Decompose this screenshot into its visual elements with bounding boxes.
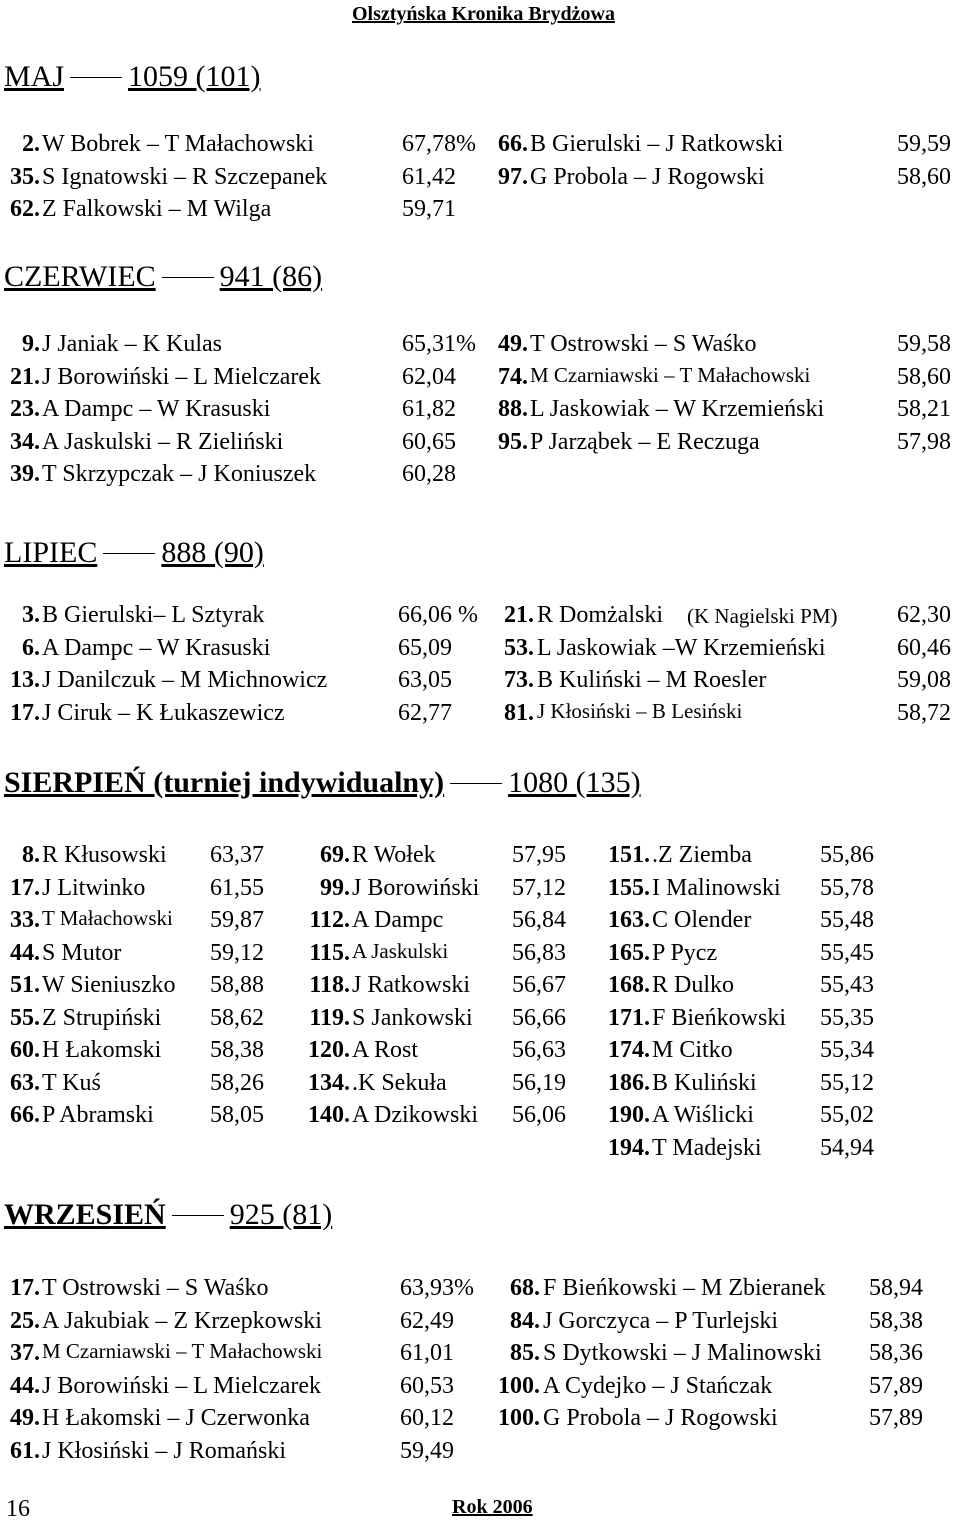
result-score: 61,01 [400,1340,454,1366]
result-score: 56,19 [512,1069,566,1096]
page-number: 16 [6,1496,30,1522]
result-name: A Dzikowski [352,1102,478,1128]
result-rank: 95. [498,428,528,455]
result-name: I Malinowski [652,874,781,901]
result-score: 55,45 [820,939,874,966]
section-title-czerwiec: CZERWIEC 941 (86) [4,260,323,293]
result-rank: 6. [22,634,40,661]
result-name: J Kłosiński – J Romański [42,1437,287,1464]
result-rank: 8. [22,842,40,868]
result-score: 62,49 [400,1307,454,1334]
result-name: T Ostrowski – S Waśko [530,331,757,357]
result-name: R Dulko [652,972,735,998]
result-score: 57,12 [512,874,566,901]
result-name: T Madejski [652,1134,762,1161]
result-rank: 66. [498,131,528,157]
result-name: T Ostrowski – S Waśko [42,1275,269,1301]
result-name: L Jaskowiak – W Krzemieński [530,396,825,422]
result-rank: 17. [10,699,40,726]
result-rank: 69. [320,842,350,868]
result-name: J Janiak – K Kulas [42,331,222,357]
result-rank: 68. [510,1275,540,1301]
result-rank: 85. [510,1340,540,1366]
result-name: J Gorczyca – P Turlejski [543,1307,779,1334]
result-score: 60,12 [400,1405,454,1431]
result-rank: 9. [22,331,40,357]
result-rank: 165. [608,939,650,966]
result-name: T Kuś [42,1069,101,1096]
result-rank: 88. [498,396,528,422]
result-name: R Domżalski [537,602,663,628]
result-score: 63,93% [400,1275,474,1301]
result-rank: 3. [22,602,40,628]
result-name: A Jaskulski [352,938,449,963]
result-rank: 61. [10,1437,40,1464]
result-rank: 63. [10,1069,40,1096]
result-score: 58,26 [210,1069,264,1096]
result-score: 63,37 [210,842,264,868]
result-rank: 39. [10,461,40,487]
result-name: R Wołek [352,842,436,868]
result-score: 55,02 [820,1102,874,1128]
result-name: F Bieńkowski – M Zbieranek [543,1275,826,1301]
result-score: 67,78% [402,131,476,157]
result-score: 63,05 [398,667,452,693]
result-name: P Abramski [42,1102,154,1128]
result-score: 59,08 [897,667,951,693]
result-rank: 33. [10,907,40,933]
result-name: J Borowiński – L Mielczarek [42,363,322,390]
result-name: P Pycz [652,939,718,966]
result-score: 56,06 [512,1102,566,1128]
result-rank: 174. [608,1037,650,1063]
result-name: C Olender [652,907,752,933]
result-name: S Ignatowski – R Szczepanek [42,163,328,190]
result-rank: 97. [498,163,528,190]
result-name: W Bobrek – T Małachowski [42,131,314,157]
result-score: 59,12 [210,939,264,966]
result-score: 60,53 [400,1372,454,1399]
result-rank: 151. [608,842,650,868]
result-score: 55,34 [820,1037,874,1063]
result-score: 58,60 [897,163,951,190]
result-score: 58,72 [897,699,951,726]
result-rank: 37. [10,1340,40,1366]
result-name: H Łakomski [42,1037,162,1063]
result-rank: 112. [309,907,350,933]
result-rank: 35. [10,163,40,190]
result-name: J Borowiński – L Mielczarek [42,1372,322,1399]
result-rank: 17. [10,1275,40,1301]
result-name: J Borowiński [352,874,480,901]
result-score: 61,55 [210,874,264,901]
result-name: .K Sekuła [352,1069,447,1096]
result-score: 62,04 [402,363,456,390]
result-rank: 49. [10,1405,40,1431]
result-score: 57,89 [869,1372,923,1399]
result-rank: 55. [10,1004,40,1031]
result-name: J Kłosiński – B Lesiński [537,698,743,723]
result-score: 58,36 [869,1340,923,1366]
result-score: 56,83 [512,939,566,966]
result-rank: 74. [498,363,528,390]
result-score: 55,35 [820,1004,874,1031]
result-name: M Czarniawski – T Małachowski [530,362,811,387]
result-score: 59,49 [400,1437,454,1464]
result-rank: 140. [308,1102,350,1128]
result-rank: 73. [504,667,534,693]
result-rank: 66. [10,1102,40,1128]
result-score: 60,65 [402,428,456,455]
result-score: 58,94 [869,1275,923,1301]
result-name: B Gierulski – J Ratkowski [530,131,784,157]
result-rank: 84. [510,1307,540,1334]
result-score: 65,31% [402,331,476,357]
result-score: 62,77 [398,699,452,726]
result-name: S Jankowski [352,1004,473,1031]
result-score: 59,87 [210,907,264,933]
result-score: 58,62 [210,1004,264,1031]
result-name: A Cydejko – J Stańczak [543,1372,773,1399]
result-name: P Jarząbek – E Reczuga [530,428,760,455]
result-rank: 99. [320,874,350,901]
result-name: T Skrzypczak – J Koniuszek [42,461,317,487]
result-score: 55,12 [820,1069,874,1096]
result-name: J Danilczuk – M Michnowicz [42,667,328,693]
result-rank: 81. [504,699,534,726]
result-name: B Gierulski– L Sztyrak [42,602,265,628]
result-name: Z Falkowski – M Wilga [42,196,272,222]
result-name: T Małachowski [42,906,173,930]
result-name: J Litwinko [42,874,146,901]
result-score: 59,71 [402,196,456,222]
result-score: 56,63 [512,1037,566,1063]
result-score: 55,86 [820,842,874,868]
result-score: 58,38 [210,1037,264,1063]
result-score: 57,95 [512,842,566,868]
page-header: Olsztyńska Kronika Brydżowa [352,3,615,25]
result-score: 65,09 [398,634,452,661]
section-title-lipiec: LIPIEC 888 (90) [4,536,264,569]
result-score: 59,58 [897,331,951,357]
footer-year: Rok 2006 [452,1496,533,1518]
result-score: 60,46 [897,634,951,661]
result-score: 54,94 [820,1134,874,1161]
result-rank: 25. [10,1307,40,1334]
result-score: 55,78 [820,874,874,901]
result-rank: 118. [309,972,350,998]
result-score: 59,59 [897,131,951,157]
result-name: A Dampc [352,907,444,933]
result-name: B Kuliński [652,1069,757,1096]
result-score: 58,38 [869,1307,923,1334]
result-rank: 155. [608,874,650,901]
section-title-maj: MAJ 1059 (101) [4,60,261,93]
result-name: Z Strupiński [42,1004,162,1031]
result-rank: 186. [608,1069,650,1096]
result-rank: 23. [10,396,40,422]
result-name: J Ciruk – K Łukaszewicz [42,699,285,726]
result-score: 58,88 [210,972,264,998]
result-name: G Probola – J Rogowski [543,1405,778,1431]
result-score: 56,66 [512,1004,566,1031]
section-title-wrzesien: WRZESIEŃ 925 (81) [4,1198,333,1231]
result-rank: 100. [498,1372,540,1399]
result-score: 58,05 [210,1102,264,1128]
result-rank: 119. [309,1004,350,1031]
result-rank: 168. [608,972,650,998]
result-name: S Mutor [42,939,122,966]
result-score: 57,98 [897,428,951,455]
result-name: F Bieńkowski [652,1004,787,1031]
result-name: W Sieniuszko [42,972,176,998]
result-name: A Dampc – W Krasuski [42,396,271,422]
result-name: B Kuliński – M Roesler [537,667,767,693]
result-name: .Z Ziemba [652,842,752,868]
result-score: 66,06 % [398,602,478,628]
result-score: 57,89 [869,1405,923,1431]
result-rank: 21. [504,602,534,628]
result-name: R Kłusowski [42,842,167,868]
section-title-sierpien: SIERPIEŃ (turniej indywidualny) 1080 (135) [4,766,641,799]
result-rank: 49. [498,331,528,357]
result-name: S Dytkowski – J Malinowski [543,1340,822,1366]
result-rank: 13. [10,667,40,693]
result-score: 55,48 [820,907,874,933]
result-name: A Dampc – W Krasuski [42,634,271,661]
result-score: 62,30 [897,602,951,628]
result-rank: 17. [10,874,40,901]
result-rank: 134. [308,1069,350,1096]
result-score: 55,43 [820,972,874,998]
result-rank: 62. [10,196,40,222]
result-rank: 44. [10,939,40,966]
result-name: M Citko [652,1037,733,1063]
result-name: A Wiślicki [652,1102,754,1128]
result-note: (K Nagielski PM) [687,604,838,628]
result-score: 60,28 [402,461,456,487]
result-rank: 171. [608,1004,650,1031]
result-rank: 21. [10,363,40,390]
result-rank: 115. [309,939,350,966]
result-rank: 53. [504,634,534,661]
result-score: 58,21 [897,396,951,422]
result-rank: 163. [608,907,650,933]
result-rank: 120. [308,1037,350,1063]
result-rank: 194. [608,1134,650,1161]
result-name: G Probola – J Rogowski [530,163,765,190]
result-rank: 100. [498,1405,540,1431]
result-score: 56,67 [512,972,566,998]
result-rank: 60. [10,1037,40,1063]
result-name: A Jakubiak – Z Krzepkowski [42,1307,322,1334]
result-name: M Czarniawski – T Małachowski [42,1339,323,1363]
result-rank: 44. [10,1372,40,1399]
result-name: A Jaskulski – R Zieliński [42,428,284,455]
result-rank: 190. [608,1102,650,1128]
result-score: 61,82 [402,396,456,422]
result-name: H Łakomski – J Czerwonka [42,1405,310,1431]
result-rank: 51. [10,972,40,998]
result-name: L Jaskowiak –W Krzemieński [537,634,826,661]
result-name: J Ratkowski [352,972,471,998]
result-score: 58,60 [897,363,951,390]
result-name: A Rost [352,1037,419,1063]
result-rank: 2. [22,131,40,157]
result-score: 56,84 [512,907,566,933]
result-score: 61,42 [402,163,456,190]
result-rank: 34. [10,428,40,455]
